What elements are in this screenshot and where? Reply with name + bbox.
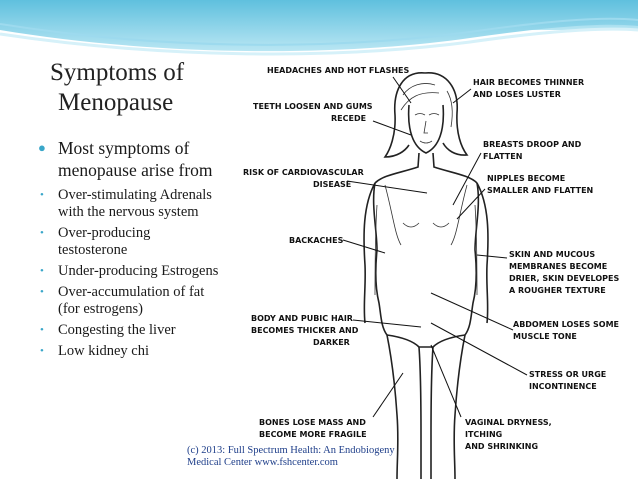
sub-bullet-text: Over-producing testosterone xyxy=(58,225,151,258)
label-skin: A ROUGHER TEXTURE xyxy=(509,286,606,295)
label-cardio: DISEASE xyxy=(313,180,352,189)
credit-line: Medical Center www.fshcenter.com xyxy=(187,457,338,468)
slide-title-line1: Symptoms of xyxy=(50,59,185,86)
label-bodyhair: BODY AND PUBIC HAIR xyxy=(251,314,353,323)
header-wave-decoration xyxy=(0,0,638,60)
sub-bullet-text: Low kidney chi xyxy=(58,343,150,359)
sub-bullet xyxy=(38,225,223,259)
label-hair: AND LOSES LUSTER xyxy=(473,90,561,99)
label-stress: STRESS OR URGE xyxy=(529,370,607,379)
label-teeth: RECEDE xyxy=(331,114,367,123)
label-nipples: SMALLER AND FLATTEN xyxy=(487,186,594,195)
bullet-icon: • xyxy=(40,324,44,336)
slide-title xyxy=(50,58,230,118)
bullet-icon: • xyxy=(40,227,44,239)
label-breasts: BREASTS DROOP AND xyxy=(483,140,582,149)
label-nipples: NIPPLES BECOME xyxy=(487,174,566,183)
pointer-lines xyxy=(343,77,527,417)
bullet-icon: ● xyxy=(38,140,46,155)
main-bullet-text: Most symptoms of menopause arise from xyxy=(58,138,213,180)
sub-bullet-text: Over-stimulating Adrenals with the nervous system xyxy=(58,187,212,220)
sub-bullet-text: Over-accumulation of fat (for estrogens) xyxy=(58,284,205,317)
bullet-icon: • xyxy=(40,345,44,357)
label-skin: DRIER, SKIN DEVELOPES xyxy=(509,274,620,283)
label-bodyhair: DARKER xyxy=(313,338,350,347)
label-abdomen: ABDOMEN LOSES SOME xyxy=(513,320,620,329)
label-bones: BECOME MORE FRAGILE xyxy=(259,430,367,439)
label-headaches: HEADACHES AND HOT FLASHES xyxy=(267,66,410,75)
label-vaginal: AND SHRINKING xyxy=(465,442,539,451)
label-bodyhair: BECOMES THICKER AND xyxy=(251,326,359,335)
label-skin: SKIN AND MUCOUS xyxy=(509,250,596,259)
label-cardio: RISK OF CARDIOVASCULAR xyxy=(243,168,364,177)
label-hair: HAIR BECOMES THINNER xyxy=(473,78,585,87)
sub-bullet-text: Under-producing Estrogens xyxy=(58,263,219,279)
bullet-list xyxy=(38,137,223,364)
slide-title-line2: Menopause xyxy=(58,89,174,116)
sub-bullet xyxy=(38,322,223,339)
sub-bullet xyxy=(38,263,223,280)
sub-bullet xyxy=(38,284,223,318)
label-stress: INCONTINENCE xyxy=(529,382,597,391)
label-breasts: FLATTEN xyxy=(483,152,523,161)
sub-bullet xyxy=(38,187,223,221)
bullet-icon: • xyxy=(40,189,44,201)
label-abdomen: MUSCLE TONE xyxy=(513,332,577,341)
label-skin: MEMBRANES BECOME xyxy=(509,262,608,271)
label-vaginal: VAGINAL DRYNESS, xyxy=(465,418,552,427)
label-vaginal: ITCHING xyxy=(465,430,503,439)
sub-bullet-text: Congesting the liver xyxy=(58,322,176,338)
label-backaches: BACKACHES xyxy=(289,236,344,245)
sub-bullet xyxy=(38,343,223,360)
bullet-icon: • xyxy=(40,286,44,298)
main-bullet xyxy=(38,137,223,181)
credit-line: (c) 2013: Full Spectrum Health: An Endobiogeny xyxy=(187,445,395,456)
bullet-icon: • xyxy=(40,265,44,277)
label-teeth: TEETH LOOSEN AND GUMS xyxy=(253,102,373,111)
label-bones: BONES LOSE MASS AND xyxy=(259,418,366,427)
menopause-body-diagram xyxy=(225,55,638,479)
